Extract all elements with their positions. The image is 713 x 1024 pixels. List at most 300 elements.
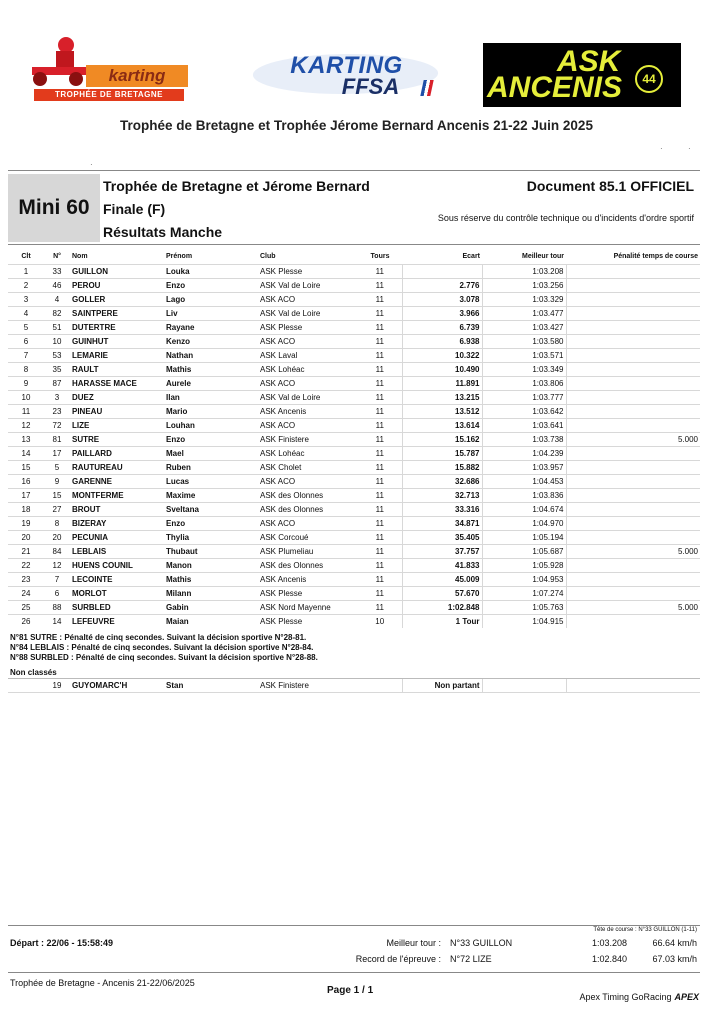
cell-prenom: Kenzo bbox=[164, 334, 258, 348]
cell-nom: BROUT bbox=[70, 502, 164, 516]
cell-nom: LECOINTE bbox=[70, 572, 164, 586]
logo-ffsa-line1: KARTING bbox=[290, 52, 403, 79]
cell-ecart: 33.316 bbox=[402, 502, 482, 516]
cell-clt: 24 bbox=[8, 586, 44, 600]
cell-ecart: 32.713 bbox=[402, 488, 482, 502]
cell-penalite bbox=[566, 334, 700, 348]
cell-club: ASK des Olonnes bbox=[258, 502, 358, 516]
table-row bbox=[8, 558, 700, 572]
cell-nom: LEBLAIS bbox=[70, 544, 164, 558]
cell-penalite bbox=[566, 614, 700, 628]
cell-clt: 8 bbox=[8, 362, 44, 376]
reserve-notice: Sous réserve du contrôle technique ou d'incidents d'ordre sportif bbox=[437, 213, 694, 223]
cell-nom: GARENNE bbox=[70, 474, 164, 488]
cell-ecart: 11.891 bbox=[402, 376, 482, 390]
cell-meilleur: 1:03.642 bbox=[482, 404, 566, 418]
cell-prenom: Mathis bbox=[164, 362, 258, 376]
cell-num: 82 bbox=[44, 306, 70, 320]
cell-meilleur: 1:04.915 bbox=[482, 614, 566, 628]
cell-clt: 22 bbox=[8, 558, 44, 572]
cell-tours: 10 bbox=[358, 614, 402, 628]
cell-ecart bbox=[402, 264, 482, 278]
cell-prenom: Gabin bbox=[164, 600, 258, 614]
logo-ancenis-text: ANCENIS bbox=[487, 71, 623, 104]
cell-num: 72 bbox=[44, 418, 70, 432]
cell-tours: 11 bbox=[358, 390, 402, 404]
cell-tours: 11 bbox=[358, 600, 402, 614]
cell-club: ASK Nord Mayenne bbox=[258, 600, 358, 614]
cell-nom: PEROU bbox=[70, 278, 164, 292]
cell-meilleur: 1:03.777 bbox=[482, 390, 566, 404]
kart-driver-icon bbox=[26, 35, 90, 91]
cell-penalite bbox=[566, 460, 700, 474]
table-row bbox=[8, 306, 700, 320]
cell-meilleur: 1:03.957 bbox=[482, 460, 566, 474]
cell-num: 14 bbox=[44, 614, 70, 628]
cell-clt: 26 bbox=[8, 614, 44, 628]
col-prenom: Prénom bbox=[166, 253, 193, 261]
cell-num: 33 bbox=[44, 264, 70, 278]
cell-clt: 9 bbox=[8, 376, 44, 390]
cell-meilleur: 1:05.194 bbox=[482, 530, 566, 544]
cell-club: ASK des Olonnes bbox=[258, 558, 358, 572]
apex-logo: APEX bbox=[674, 992, 699, 1002]
dot-mark: · bbox=[688, 144, 691, 153]
event-record-driver: N°72 LIZE bbox=[450, 954, 492, 964]
cell-num: 6 bbox=[44, 586, 70, 600]
cell-prenom: Lucas bbox=[164, 474, 258, 488]
cell-num: 3 bbox=[44, 390, 70, 404]
cell-club: ASK Ancenis bbox=[258, 404, 358, 418]
cell-prenom: Mathis bbox=[164, 572, 258, 586]
cell-prenom: Louhan bbox=[164, 418, 258, 432]
best-lap-speed: 66.64 km/h bbox=[652, 938, 697, 948]
cell-meilleur: 1:03.329 bbox=[482, 292, 566, 306]
cell-nom: SUTRE bbox=[70, 432, 164, 446]
cell-club: ASK ACO bbox=[258, 516, 358, 530]
cell-num: 87 bbox=[44, 376, 70, 390]
cell-penalite: 5.000 bbox=[566, 544, 700, 558]
table-row bbox=[8, 600, 700, 614]
cell-num: 81 bbox=[44, 432, 70, 446]
cell-tours: 11 bbox=[358, 278, 402, 292]
cell-clt: 16 bbox=[8, 474, 44, 488]
cell-clt: 17 bbox=[8, 488, 44, 502]
cell-num: 12 bbox=[44, 558, 70, 572]
cell-penalite: 5.000 bbox=[566, 432, 700, 446]
cell-clt: 13 bbox=[8, 432, 44, 446]
cell-meilleur: 1:03.738 bbox=[482, 432, 566, 446]
cell-clt: 3 bbox=[8, 292, 44, 306]
cell-club: ASK Plesse bbox=[258, 614, 358, 628]
cell-tours: 11 bbox=[358, 362, 402, 376]
cell-tours: 11 bbox=[358, 572, 402, 586]
cell-nom: RAUTUREAU bbox=[70, 460, 164, 474]
cell-meilleur: 1:03.427 bbox=[482, 320, 566, 334]
cell-club: ASK Finistere bbox=[258, 679, 358, 693]
cell-ecart: 15.162 bbox=[402, 432, 482, 446]
cell-meilleur: 1:03.208 bbox=[482, 264, 566, 278]
cell-ecart: 3.966 bbox=[402, 306, 482, 320]
cell-meilleur: 1:05.687 bbox=[482, 544, 566, 558]
start-time: Départ : 22/06 - 15:58:49 bbox=[10, 938, 114, 948]
cell-prenom: Enzo bbox=[164, 516, 258, 530]
cell-num: 9 bbox=[44, 474, 70, 488]
cell-tours: 11 bbox=[358, 530, 402, 544]
cell-nom: DUTERTRE bbox=[70, 320, 164, 334]
cell-tours: 11 bbox=[358, 348, 402, 362]
cell-ecart: 37.757 bbox=[402, 544, 482, 558]
cell-num: 17 bbox=[44, 446, 70, 460]
page-number: Page 1 / 1 bbox=[327, 985, 374, 996]
results-type: Résultats Manche bbox=[103, 224, 223, 240]
table-row bbox=[8, 614, 700, 628]
cell-ecart: 13.614 bbox=[402, 418, 482, 432]
cell-ecart: 41.833 bbox=[402, 558, 482, 572]
cell-prenom: Manon bbox=[164, 558, 258, 572]
cell-prenom: Ruben bbox=[164, 460, 258, 474]
cell-tours: 11 bbox=[358, 446, 402, 460]
cell-ecart: 32.686 bbox=[402, 474, 482, 488]
cell-tours: 11 bbox=[358, 264, 402, 278]
cell-clt: 15 bbox=[8, 460, 44, 474]
flag-icon bbox=[420, 80, 433, 96]
tete-de-course: Tête de course : N°33 GUILLON (1-11) bbox=[593, 927, 697, 933]
cell-meilleur: 1:04.970 bbox=[482, 516, 566, 530]
cell-meilleur: 1:03.580 bbox=[482, 334, 566, 348]
table-row bbox=[8, 292, 700, 306]
cell-num: 10 bbox=[44, 334, 70, 348]
table-row bbox=[8, 460, 700, 474]
cell-penalite bbox=[566, 418, 700, 432]
cell-clt: 6 bbox=[8, 334, 44, 348]
col-ecart: Ecart bbox=[462, 253, 480, 261]
cell-club: ASK Val de Loire bbox=[258, 278, 358, 292]
logo-ask-text: ASK bbox=[557, 45, 621, 78]
cell-meilleur bbox=[482, 679, 566, 693]
cell-meilleur: 1:03.256 bbox=[482, 278, 566, 292]
cell-num: 46 bbox=[44, 278, 70, 292]
cell-club: ASK Plumeliau bbox=[258, 544, 358, 558]
cell-club: ASK Finistere bbox=[258, 432, 358, 446]
logo-karting-text: karting bbox=[108, 66, 166, 85]
col-meilleur-tour: Meilleur tour bbox=[521, 253, 564, 261]
cell-penalite bbox=[566, 572, 700, 586]
cell-nom: RAULT bbox=[70, 362, 164, 376]
cell-nom: DUEZ bbox=[70, 390, 164, 404]
penalty-note: N°81 SUTRE : Pénalté de cinq secondes. Suivant la décision sportive N°28-81. bbox=[10, 633, 307, 642]
cell-club: ASK Val de Loire bbox=[258, 390, 358, 404]
cell-num: 88 bbox=[44, 600, 70, 614]
cell-meilleur: 1:04.239 bbox=[482, 446, 566, 460]
cell-meilleur: 1:04.953 bbox=[482, 572, 566, 586]
cell-tours: 11 bbox=[358, 432, 402, 446]
cell-club: ASK Plesse bbox=[258, 586, 358, 600]
cell-ecart: 35.405 bbox=[402, 530, 482, 544]
apex-text: Apex Timing GoRacing bbox=[579, 992, 672, 1002]
results-header bbox=[8, 170, 700, 245]
logo-ffsa-line2: FFSA bbox=[341, 74, 400, 99]
cell-tours: 11 bbox=[358, 544, 402, 558]
cell-meilleur: 1:07.274 bbox=[482, 586, 566, 600]
table-row bbox=[8, 278, 700, 292]
table-row bbox=[8, 544, 700, 558]
cell-ecart: 15.787 bbox=[402, 446, 482, 460]
cell-club: ASK ACO bbox=[258, 474, 358, 488]
cell-club: ASK Lohéac bbox=[258, 446, 358, 460]
cell-clt: 2 bbox=[8, 278, 44, 292]
cell-nom: LEMARIE bbox=[70, 348, 164, 362]
cell-nom: HUENS COUNIL bbox=[70, 558, 164, 572]
cell-ecart: 1 Tour bbox=[402, 614, 482, 628]
cell-num: 7 bbox=[44, 572, 70, 586]
cell-penalite bbox=[566, 320, 700, 334]
cell-clt: 4 bbox=[8, 306, 44, 320]
table-row bbox=[8, 432, 700, 446]
table-row bbox=[8, 502, 700, 516]
non-classes-table bbox=[8, 678, 700, 693]
table-row bbox=[8, 446, 700, 460]
best-lap-label: Meilleur tour : bbox=[386, 938, 441, 948]
cell-penalite bbox=[566, 474, 700, 488]
penalty-note: N°88 SURBLED : Pénalté de cinq secondes. Suivant la décision sportive N°28-88. bbox=[10, 653, 318, 662]
cell-ecart: 3.078 bbox=[402, 292, 482, 306]
trophee-bretagne-logo bbox=[26, 35, 188, 103]
cell-tours bbox=[358, 679, 402, 693]
cell-club: ASK Val de Loire bbox=[258, 306, 358, 320]
table-row bbox=[8, 362, 700, 376]
cell-club: ASK Corcoué bbox=[258, 530, 358, 544]
table-row bbox=[8, 474, 700, 488]
cell-club: ASK Plesse bbox=[258, 264, 358, 278]
cell-prenom: Louka bbox=[164, 264, 258, 278]
cell-ecart: 45.009 bbox=[402, 572, 482, 586]
cell-nom: PINEAU bbox=[70, 404, 164, 418]
cell-nom: GUILLON bbox=[70, 264, 164, 278]
cell-clt: 19 bbox=[8, 516, 44, 530]
footer-event-name: Trophée de Bretagne - Ancenis 21-22/06/2025 bbox=[10, 978, 195, 988]
cell-penalite bbox=[566, 558, 700, 572]
cell-num: 51 bbox=[44, 320, 70, 334]
table-row bbox=[8, 404, 700, 418]
cell-ecart: 10.322 bbox=[402, 348, 482, 362]
cell-prenom: Stan bbox=[164, 679, 258, 693]
cell-prenom: Milann bbox=[164, 586, 258, 600]
cell-meilleur: 1:05.763 bbox=[482, 600, 566, 614]
cell-meilleur: 1:03.349 bbox=[482, 362, 566, 376]
table-row bbox=[8, 572, 700, 586]
cell-nom: LEFEUVRE bbox=[70, 614, 164, 628]
cell-penalite bbox=[566, 348, 700, 362]
cell-meilleur: 1:03.571 bbox=[482, 348, 566, 362]
non-classes-label: Non classés bbox=[10, 668, 57, 677]
cell-nom: BIZERAY bbox=[70, 516, 164, 530]
cell-num: 19 bbox=[44, 679, 70, 693]
cell-penalite: 5.000 bbox=[566, 600, 700, 614]
cell-prenom: Ilan bbox=[164, 390, 258, 404]
table-row bbox=[8, 334, 700, 348]
cell-penalite bbox=[566, 390, 700, 404]
cell-meilleur: 1:03.806 bbox=[482, 376, 566, 390]
category-box: Mini 60 bbox=[8, 174, 100, 242]
cell-penalite bbox=[566, 264, 700, 278]
cell-penalite bbox=[566, 679, 700, 693]
cell-tours: 11 bbox=[358, 404, 402, 418]
cell-clt: 5 bbox=[8, 320, 44, 334]
cell-penalite bbox=[566, 376, 700, 390]
logo-number: 44 bbox=[635, 65, 663, 93]
cell-penalite bbox=[566, 404, 700, 418]
logo-trophee-text: TROPHÉE DE BRETAGNE bbox=[54, 90, 164, 99]
cell-tours: 11 bbox=[358, 474, 402, 488]
cell-penalite bbox=[566, 278, 700, 292]
cell-tours: 11 bbox=[358, 488, 402, 502]
dot-mark: · bbox=[660, 144, 663, 153]
cell-prenom: Nathan bbox=[164, 348, 258, 362]
cell-nom: PAILLARD bbox=[70, 446, 164, 460]
cell-penalite bbox=[566, 530, 700, 544]
cell-penalite bbox=[566, 516, 700, 530]
cell-nom: SAINTPERE bbox=[70, 306, 164, 320]
session-name: Finale (F) bbox=[103, 201, 166, 217]
cell-ecart: 34.871 bbox=[402, 516, 482, 530]
apex-timing-credit bbox=[579, 992, 699, 1002]
cell-num: 4 bbox=[44, 292, 70, 306]
table-row bbox=[8, 264, 700, 278]
cell-tours: 11 bbox=[358, 418, 402, 432]
table-row bbox=[8, 418, 700, 432]
col-num: N° bbox=[53, 253, 61, 261]
cell-prenom: Lago bbox=[164, 292, 258, 306]
cell-tours: 11 bbox=[358, 292, 402, 306]
cell-tours: 11 bbox=[358, 558, 402, 572]
cell-clt: 7 bbox=[8, 348, 44, 362]
cell-nom: SURBLED bbox=[70, 600, 164, 614]
cell-club: ASK Ancenis bbox=[258, 572, 358, 586]
cell-prenom: Mael bbox=[164, 446, 258, 460]
cell-ecart: 57.670 bbox=[402, 586, 482, 600]
cell-prenom: Maian bbox=[164, 614, 258, 628]
cell-club: ASK ACO bbox=[258, 376, 358, 390]
cell-num: 5 bbox=[44, 460, 70, 474]
event-title: Trophée de Bretagne et Trophée Jérome Bernard Ancenis 21-22 Juin 2025 bbox=[120, 118, 593, 133]
race-title: Trophée de Bretagne et Jérome Bernard bbox=[103, 178, 370, 194]
cell-ecart: 15.882 bbox=[402, 460, 482, 474]
cell-meilleur: 1:03.641 bbox=[482, 418, 566, 432]
cell-clt: 10 bbox=[8, 390, 44, 404]
cell-penalite bbox=[566, 488, 700, 502]
non-classe-row bbox=[8, 679, 700, 693]
cell-meilleur: 1:03.477 bbox=[482, 306, 566, 320]
penalty-notes bbox=[10, 633, 318, 663]
cell-num: 53 bbox=[44, 348, 70, 362]
ask-ancenis-logo bbox=[483, 43, 681, 107]
cell-tours: 11 bbox=[358, 516, 402, 530]
cell-meilleur: 1:04.674 bbox=[482, 502, 566, 516]
best-lap-driver: N°33 GUILLON bbox=[450, 938, 513, 948]
cell-nom: GOLLER bbox=[70, 292, 164, 306]
cell-tours: 11 bbox=[358, 320, 402, 334]
penalty-note: N°84 LEBLAIS : Pénalté de cinq secondes. Suivant la décision sportive N°28-84. bbox=[10, 643, 314, 652]
cell-club: ASK Cholet bbox=[258, 460, 358, 474]
cell-club: ASK Lohéac bbox=[258, 362, 358, 376]
cell-clt: 11 bbox=[8, 404, 44, 418]
cell-num: 84 bbox=[44, 544, 70, 558]
dot-mark: · bbox=[90, 160, 93, 169]
cell-clt: 14 bbox=[8, 446, 44, 460]
cell-ecart: 10.490 bbox=[402, 362, 482, 376]
footer-divider bbox=[8, 925, 700, 926]
cell-num: 15 bbox=[44, 488, 70, 502]
col-clt: Clt bbox=[21, 253, 31, 261]
results-table bbox=[8, 250, 700, 628]
cell-club: ASK ACO bbox=[258, 334, 358, 348]
cell-prenom: Aurele bbox=[164, 376, 258, 390]
cell-clt: 1 bbox=[8, 264, 44, 278]
event-record-speed: 67.03 km/h bbox=[652, 954, 697, 964]
cell-meilleur: 1:05.928 bbox=[482, 558, 566, 572]
event-record-time: 1:02.840 bbox=[592, 954, 628, 964]
cell-ecart: 1:02.848 bbox=[402, 600, 482, 614]
table-row bbox=[8, 348, 700, 362]
cell-nom: GUINHUT bbox=[70, 334, 164, 348]
table-row bbox=[8, 586, 700, 600]
cell-num: 35 bbox=[44, 362, 70, 376]
cell-nom: MONTFERME bbox=[70, 488, 164, 502]
cell-meilleur: 1:03.836 bbox=[482, 488, 566, 502]
cell-num: 8 bbox=[44, 516, 70, 530]
cell-clt: 23 bbox=[8, 572, 44, 586]
cell-prenom: Thylia bbox=[164, 530, 258, 544]
cell-tours: 11 bbox=[358, 460, 402, 474]
table-row bbox=[8, 320, 700, 334]
cell-num: 27 bbox=[44, 502, 70, 516]
best-lap-time: 1:03.208 bbox=[592, 938, 628, 948]
table-row bbox=[8, 530, 700, 544]
footer-divider bbox=[8, 972, 700, 973]
cell-club: ASK ACO bbox=[258, 418, 358, 432]
cell-ecart: 13.512 bbox=[402, 404, 482, 418]
cell-penalite bbox=[566, 586, 700, 600]
cell-tours: 11 bbox=[358, 586, 402, 600]
cell-prenom: Maxime bbox=[164, 488, 258, 502]
cell-clt: 12 bbox=[8, 418, 44, 432]
cell-tours: 11 bbox=[358, 334, 402, 348]
cell-club: ASK Laval bbox=[258, 348, 358, 362]
cell-penalite bbox=[566, 446, 700, 460]
table-row bbox=[8, 390, 700, 404]
document-number: Document 85.1 OFFICIEL bbox=[526, 178, 694, 194]
cell-nom: HARASSE MACE bbox=[70, 376, 164, 390]
cell-club: ASK des Olonnes bbox=[258, 488, 358, 502]
col-tours: Tours bbox=[370, 253, 390, 261]
cell-ecart: 13.215 bbox=[402, 390, 482, 404]
cell-tours: 11 bbox=[358, 376, 402, 390]
table-row bbox=[8, 516, 700, 530]
cell-nom: LIZE bbox=[70, 418, 164, 432]
cell-prenom: Mario bbox=[164, 404, 258, 418]
cell-clt: 21 bbox=[8, 544, 44, 558]
event-record-label: Record de l'épreuve : bbox=[355, 954, 441, 964]
cell-prenom: Enzo bbox=[164, 278, 258, 292]
col-club: Club bbox=[260, 253, 276, 261]
cell-prenom: Liv bbox=[164, 306, 258, 320]
karting-ffsa-logo bbox=[253, 50, 438, 98]
cell-ecart: 2.776 bbox=[402, 278, 482, 292]
cell-penalite bbox=[566, 502, 700, 516]
cell-clt: 18 bbox=[8, 502, 44, 516]
cell-clt bbox=[8, 679, 44, 693]
